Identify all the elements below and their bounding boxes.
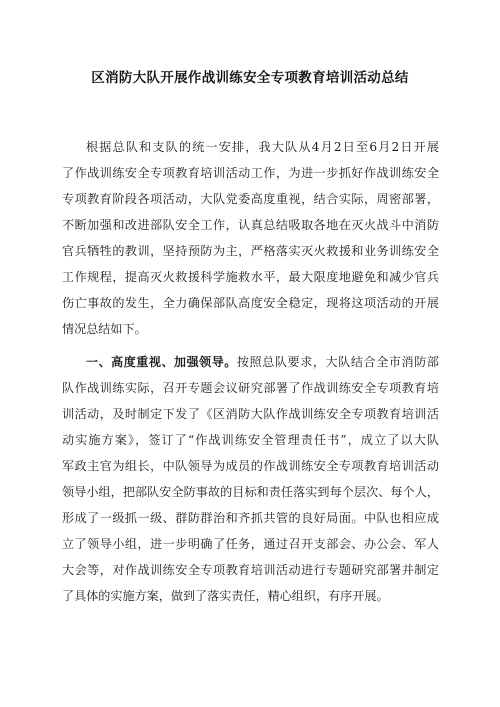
section1-line-2: 队作战训练实际，召开专题会议研究部署了作战训练安全专项教育培	[62, 381, 439, 395]
section1-line-4: 动实施方案》，签订了“作战训练安全管理责任书”，成立了以大队	[62, 433, 439, 447]
section1-line-7: 形成了一级抓一级、群防群治和齐抓共管的良好局面。中队也相应成	[62, 511, 439, 525]
section1-line-6: 领导小组，把部队安全防事故的目标和责任落实到每个层次、每个人，	[62, 485, 439, 499]
document-title: 区消防大队开展作战训练安全专项教育培训活动总结	[91, 70, 409, 86]
intro-line-4: 不断加强和改进部队安全工作，认真总结吸取各地在灭火战斗中消防	[62, 218, 439, 232]
intro-line-5: 官兵牺牲的教训，坚持预防为主，严格落实灭火救援和业务训练安全	[62, 244, 439, 258]
intro-line-3: 专项教育阶段各项活动，大队党委高度重视，结合实际，周密部署，	[62, 192, 439, 206]
section1-line-9: 大会等，对作战训练安全专项教育培训活动进行专题研究部署并制定	[62, 563, 439, 577]
intro-line-2: 了作战训练安全专项教育培训活动工作，为进一步抓好作战训练安全	[62, 166, 439, 180]
section1-line-8: 立了领导小组，进一步明确了任务，通过召开支部会、办公会、军人	[62, 537, 439, 551]
section1-line-10: 了具体的实施方案，做到了落实责任，精心组织，有序开展。	[62, 589, 389, 603]
intro-line-1: 根据总队和支队的统一安排，我大队从4月2日至6月2日开展	[86, 140, 439, 154]
section1-line-3: 训活动，及时制定下发了《区消防大队作战训练安全专项教育培训活	[62, 407, 439, 421]
intro-line-8: 情况总结如下。	[62, 322, 147, 336]
section1-first-line-text: 按照总队要求，大队结合全市消防部	[236, 355, 439, 369]
section1-line-1	[86, 354, 439, 370]
section1-line-5: 军政主官为组长，中队领导为成员的作战训练安全专项教育培训活动	[62, 459, 439, 473]
section1-heading: 一、高度重视、加强领导。	[86, 355, 237, 369]
intro-line-7: 伤亡事故的发生，全力确保部队高度安全稳定，现将这项活动的开展	[62, 296, 439, 310]
intro-line-6: 工作规程，提高灭火救援科学施救水平，最大限度地避免和减少官兵	[62, 270, 439, 284]
